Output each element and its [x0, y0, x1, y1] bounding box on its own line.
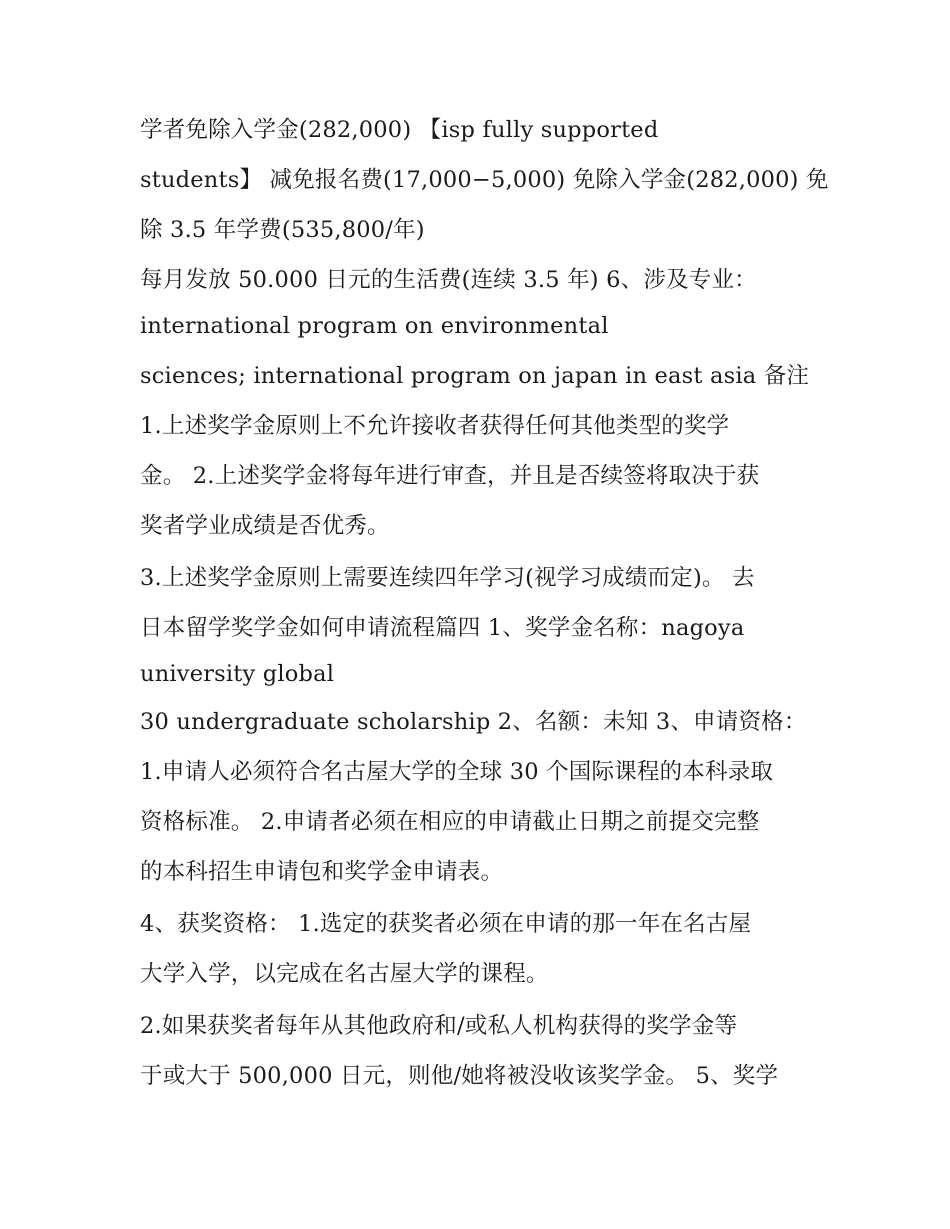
text-line: 资格标准。 2.申请者必须在相应的申请截止日期之前提交完整 [140, 809, 760, 835]
text-line: university global [140, 661, 335, 687]
text-line: sciences; international program on japan in east asia 备注 [140, 363, 810, 389]
text-line: 于或大于 500,000 日元，则他/她将被没收该奖学金。 5、奖学 [140, 1063, 779, 1089]
text-line: 金。 2.上述奖学金将每年进行审查，并且是否续签将取决于获 [140, 463, 760, 489]
text-line: 30 undergraduate scholarship 2、名额：未知 3、申请资格： [140, 709, 807, 735]
text-line: 2.如果获奖者每年从其他政府和/或私人机构获得的奖学金等 [140, 1013, 738, 1039]
text-line: 3.上述奖学金原则上需要连续四年学习(视学习成绩而定)。 去 [140, 565, 755, 591]
text-line: 1.上述奖学金原则上不允许接收者获得任何其他类型的奖学 [140, 413, 730, 439]
text-line: 4、获奖资格： 1.选定的获奖者必须在申请的那一年在名古屋 [140, 911, 752, 937]
text-line: 每月发放 50.000 日元的生活费(连续 3.5 年) 6、涉及专业： [140, 267, 757, 293]
text-line: 除 3.5 年学费(535,800/年) [140, 217, 425, 243]
text-line: 的本科招生申请包和奖学金申请表。 [140, 859, 504, 885]
text-line: 1.申请人必须符合名古屋大学的全球 30 个国际课程的本科录取 [140, 759, 774, 785]
text-line: 大学入学，以完成在名古屋大学的课程。 [140, 961, 549, 987]
text-line: 日本留学奖学金如何申请流程篇四 1、奖学金名称：nagoya [140, 615, 745, 641]
text-line: 奖者学业成绩是否优秀。 [140, 513, 390, 539]
text-line: 学者免除入学金(282,000) 【isp fully supported [140, 117, 659, 143]
text-line: international program on environmental [140, 313, 609, 339]
text-line: students】 减免报名费(17,000−5,000) 免除入学金(282,000) 免 [140, 167, 829, 193]
